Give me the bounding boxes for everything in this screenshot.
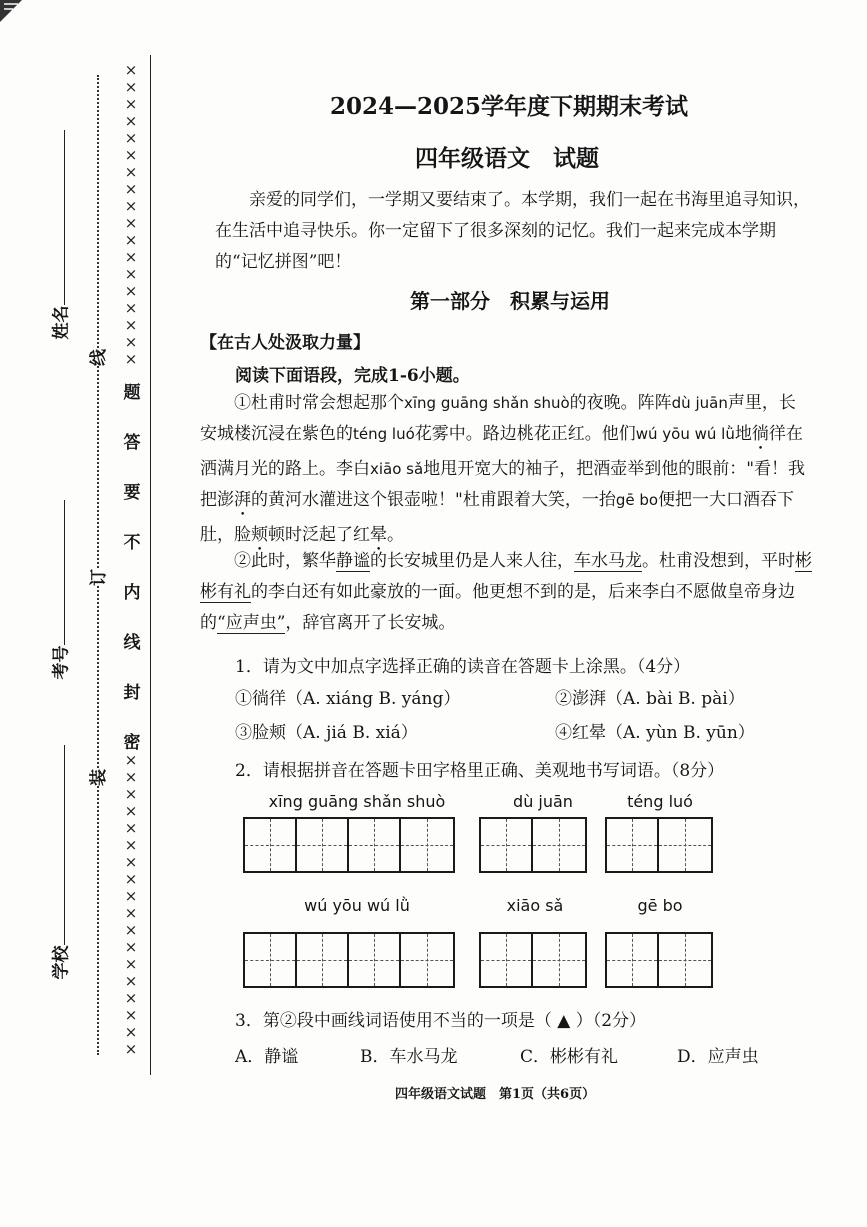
x-mark: × bbox=[124, 197, 138, 215]
x-mark: × bbox=[124, 112, 138, 130]
writing-grid[interactable] bbox=[243, 817, 455, 873]
q3-option-c: C．彬彬有礼 bbox=[520, 1047, 619, 1067]
writing-grid[interactable] bbox=[605, 817, 713, 873]
pinyin-label: xīng guāng shǎn shuò bbox=[268, 792, 446, 811]
q3-option-a: A．静谧 bbox=[235, 1047, 299, 1067]
question-3: 3．第②段中画线词语使用不当的一项是（ ▲ ）（2分） bbox=[235, 1011, 647, 1031]
binding-char-2: 答 bbox=[123, 433, 141, 453]
underlined-word-1: 静谧 bbox=[336, 551, 370, 571]
cut-line-char-line: 线 bbox=[84, 349, 109, 366]
name-field[interactable] bbox=[64, 130, 65, 305]
x-mark: × bbox=[124, 802, 138, 820]
binding-margin bbox=[0, 0, 160, 1227]
x-mark: × bbox=[124, 972, 138, 990]
section-title: 【在古人处汲取力量】 bbox=[200, 333, 370, 353]
writing-grid[interactable] bbox=[243, 932, 455, 988]
writing-grid[interactable] bbox=[605, 932, 713, 988]
corner-fold-mark bbox=[0, 0, 30, 30]
binding-char-8: 密 bbox=[123, 733, 141, 753]
page-footer: 四年级语文试题 第1页（共6页） bbox=[395, 1087, 596, 1102]
dotted-char-pai: 湃 bbox=[234, 490, 251, 510]
exam-title: 2024—2025学年度下期期末考试 bbox=[330, 93, 689, 120]
underlined-word-2: 车水马龙 bbox=[574, 551, 642, 571]
cut-line-char-mount: 装 bbox=[84, 769, 109, 786]
q1-option-1: ①徜徉（A. xiáng B. yáng） bbox=[235, 689, 461, 709]
q1-option-4: ④红晕（A. yùn B. yūn） bbox=[555, 723, 755, 743]
x-mark: × bbox=[124, 248, 138, 266]
binding-char-7: 封 bbox=[123, 683, 141, 703]
dotted-char-jia: 颊 bbox=[251, 525, 268, 545]
x-mark: × bbox=[124, 955, 138, 973]
binding-char-3: 要 bbox=[123, 483, 141, 503]
x-mark: × bbox=[124, 751, 138, 769]
x-mark: × bbox=[124, 853, 138, 871]
binding-char-5: 内 bbox=[123, 583, 141, 603]
x-mark: × bbox=[124, 231, 138, 249]
x-mark: × bbox=[124, 904, 138, 922]
x-mark: × bbox=[124, 214, 138, 232]
q3-option-d: D．应声虫 bbox=[677, 1047, 759, 1067]
x-mark-column-bottom bbox=[120, 752, 142, 1058]
name-label: 姓名 bbox=[51, 305, 72, 340]
x-mark: × bbox=[124, 1040, 138, 1058]
school-field[interactable] bbox=[64, 745, 65, 945]
x-mark: × bbox=[124, 282, 138, 300]
x-mark: × bbox=[124, 1006, 138, 1024]
writing-grid[interactable] bbox=[479, 932, 587, 988]
q1-option-3: ③脸颊（A. jiá B. xiá） bbox=[235, 723, 418, 743]
x-mark-column-top bbox=[120, 62, 142, 368]
x-mark: × bbox=[124, 836, 138, 854]
x-mark: × bbox=[124, 768, 138, 786]
x-mark: × bbox=[124, 265, 138, 283]
x-mark: × bbox=[124, 870, 138, 888]
x-mark: × bbox=[124, 887, 138, 905]
q3-option-b: B．车水马龙 bbox=[360, 1047, 458, 1067]
question-2: 2．请根据拼音在答题卡田字格里正确、美观地书写词语。（8分） bbox=[235, 761, 725, 781]
cut-line-char-bind: 订 bbox=[84, 569, 109, 586]
intro-paragraph: 亲爱的同学们，一学期又要结束了。本学期，我们一起在书海里追寻知识，在生活中追寻快乐。你一定留下了很多深刻的记忆。我们一起来完成本学期的“记忆拼图”吧！ bbox=[215, 190, 810, 272]
cut-line bbox=[97, 75, 99, 1055]
x-mark: × bbox=[124, 1023, 138, 1041]
binding-char-6: 线 bbox=[123, 633, 141, 653]
x-mark: × bbox=[124, 316, 138, 334]
passage-paragraph-2: ②此时，繁华静谧的长安城里仍是人来人往，车水马龙。杜甫没想到，平时彬彬有礼的李白还有如此豪放的一面。他更想不到的是，后来李白不愿做皇帝身边的“应声虫”，辞官离开了长安城。 bbox=[200, 551, 812, 633]
binding-char-1: 题 bbox=[123, 383, 141, 403]
x-mark: × bbox=[124, 785, 138, 803]
x-mark: × bbox=[124, 129, 138, 147]
underlined-word-4: “应声虫” bbox=[217, 613, 286, 633]
school-label: 学校 bbox=[51, 945, 72, 980]
binding-char-4: 不 bbox=[123, 533, 141, 553]
part-title: 第一部分 积累与运用 bbox=[410, 289, 610, 313]
x-mark: × bbox=[124, 146, 138, 164]
reading-instruction: 阅读下面语段，完成1-6小题。 bbox=[235, 366, 470, 386]
x-mark: × bbox=[124, 78, 138, 96]
x-mark: × bbox=[124, 180, 138, 198]
pinyin-label: téng luó bbox=[627, 792, 693, 811]
margin-border-line bbox=[150, 55, 151, 1075]
pinyin-label: gē bo bbox=[637, 896, 683, 915]
question-1: 1．请为文中加点字选择正确的读音在答题卡上涂黑。（4分） bbox=[235, 657, 691, 677]
dotted-char-chang: 徜 bbox=[751, 424, 769, 444]
x-mark: × bbox=[124, 989, 138, 1007]
q1-option-2: ②澎湃（A. bài B. pài） bbox=[555, 689, 745, 709]
x-mark: × bbox=[124, 299, 138, 317]
exam-number-label: 考号 bbox=[51, 645, 72, 680]
x-mark: × bbox=[124, 350, 138, 368]
writing-grid[interactable] bbox=[479, 817, 587, 873]
x-mark: × bbox=[124, 938, 138, 956]
exam-subtitle: 四年级语文 试题 bbox=[415, 145, 599, 172]
x-mark: × bbox=[124, 819, 138, 837]
pinyin-label: dù juān bbox=[513, 792, 573, 811]
pinyin-label: wú yōu wú lǜ bbox=[304, 896, 410, 915]
x-mark: × bbox=[124, 95, 138, 113]
exam-number-field[interactable] bbox=[64, 500, 65, 645]
dotted-char-yun: 晕 bbox=[370, 525, 387, 545]
x-mark: × bbox=[124, 921, 138, 939]
pinyin-label: xiāo sǎ bbox=[506, 896, 564, 915]
x-mark: × bbox=[124, 61, 138, 79]
underlined-word-3: 彬彬有礼 bbox=[200, 551, 812, 602]
passage-paragraph-1: ①杜甫时常会想起那个xīng guāng shǎn shuò的夜晚。阵阵dù juān声里，长安城楼沉浸在紫色的téng luó花雾中。路边桃花正红。他们wú yōu wú lǜ地徜徉在洒满月光的路上。李白xiāo sǎ地甩开宽大的袖子，把酒壶举到他的眼前："看！我把澎湃的黄河水灌进这个银壶啦！"杜甫跟着大笑，一抬gē bo便把一大口酒吞下肚，脸颊顿时泛起了红晕。 bbox=[200, 393, 806, 545]
x-mark: × bbox=[124, 333, 138, 351]
x-mark: × bbox=[124, 163, 138, 181]
